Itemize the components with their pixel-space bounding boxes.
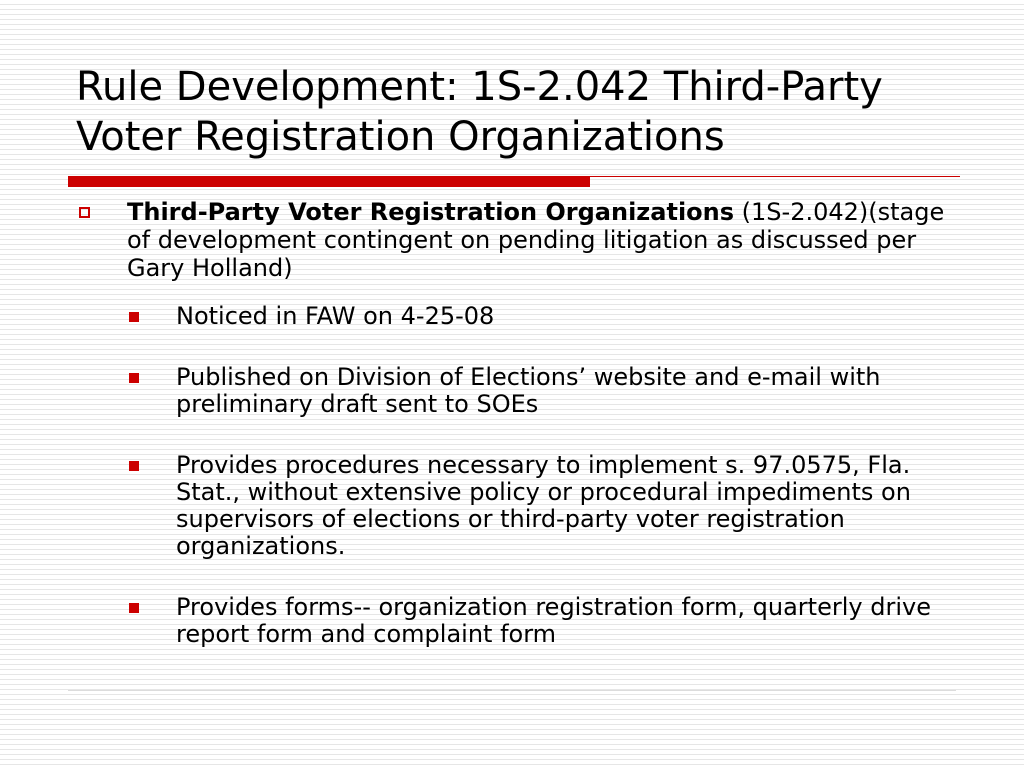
hollow-square-bullet-icon — [79, 207, 90, 218]
sub-bullet-item — [76, 594, 956, 648]
main-bullet — [76, 198, 956, 282]
title-underline-bar — [68, 176, 590, 187]
title-underline-line — [590, 176, 960, 177]
square-bullet-icon — [129, 461, 139, 471]
sub-bullet-text: Published on Division of Elections’ website and e-mail with preliminary draft sent to SOEs — [176, 363, 881, 418]
square-bullet-icon — [129, 373, 139, 383]
sub-bullet-text: Provides forms-- organization registration form, quarterly drive report form and complaint form — [176, 593, 931, 648]
main-bullet-text: (1S-2.042)(stage of development contingent on pending litigation as discussed per Gary Holland) — [127, 198, 945, 282]
square-bullet-icon — [129, 312, 139, 322]
sub-bullet-text: Provides procedures necessary to implement s. 97.0575, Fla. Stat., without extensive policy or procedural impediments on supervisors of elections or third-party voter registration organizations. — [176, 451, 911, 560]
main-bullet-heading: Third-Party Voter Registration Organizations — [127, 198, 735, 226]
slide-body — [76, 198, 956, 682]
sub-bullet-item — [76, 303, 956, 330]
sub-bullet-item — [76, 364, 956, 418]
sub-bullet-item — [76, 452, 956, 560]
square-bullet-icon — [129, 603, 139, 613]
slide-title: Rule Development: 1S-2.042 Third-Party Voter Registration Organizations — [76, 64, 883, 160]
sub-bullet-list — [76, 303, 956, 648]
footer-divider — [68, 690, 956, 691]
sub-bullet-text: Noticed in FAW on 4-25-08 — [176, 302, 495, 330]
